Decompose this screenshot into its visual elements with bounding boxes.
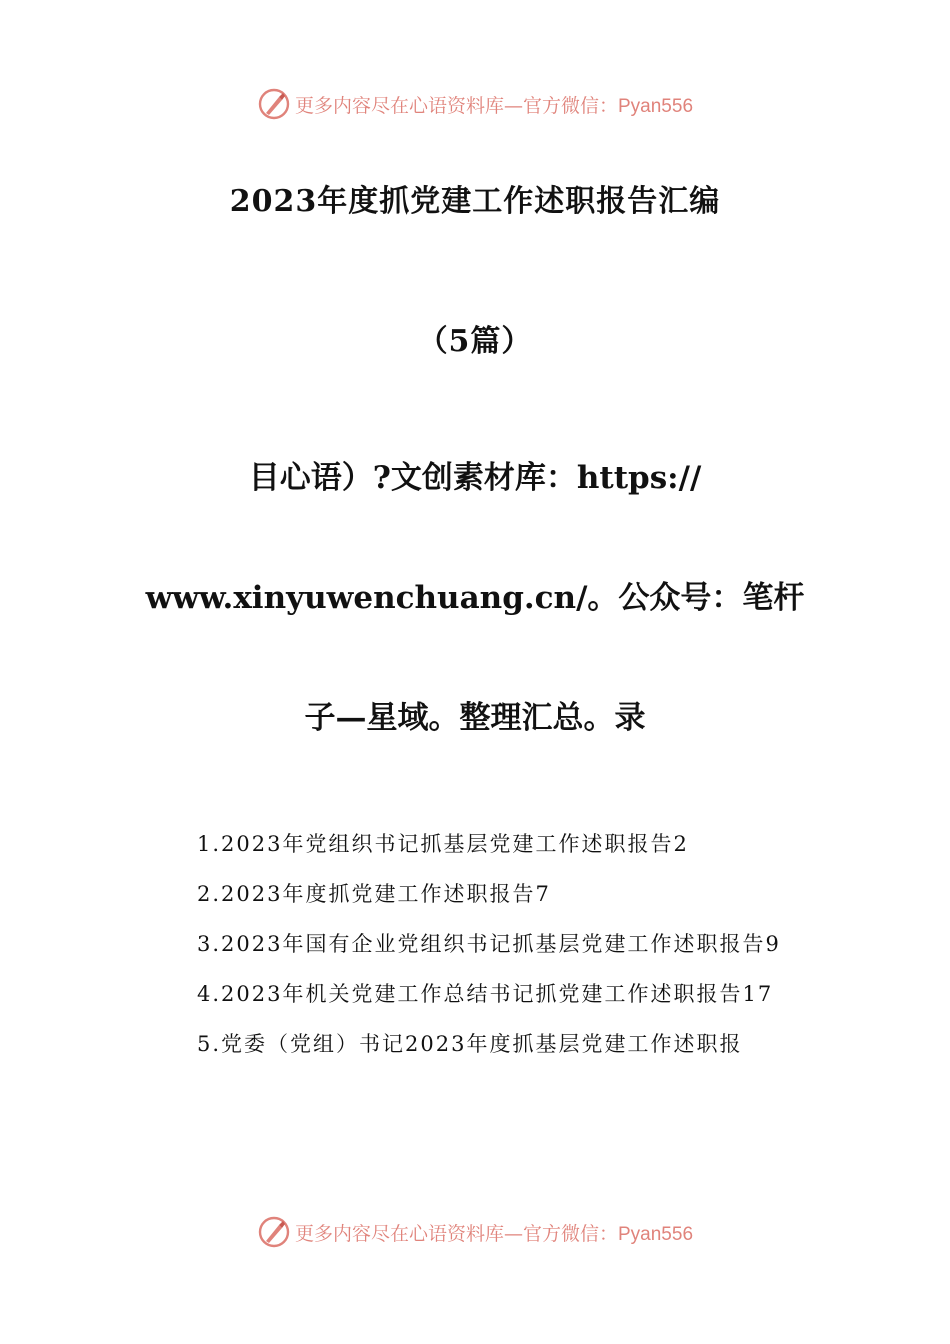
toc-item: 3.2023年国有企业党组织书记抓基层党建工作述职报告9 — [197, 932, 781, 956]
document-subtitle: （5篇） — [417, 324, 533, 359]
toc-item: 5.党委（党组）书记2023年度抓基层党建工作述职报 — [197, 1032, 743, 1056]
toc-item: 1.2023年党组织书记抓基层党建工作述职报告2 — [197, 832, 689, 856]
watermark-text: 更多内容尽在心语资料库—官方微信：Pyan556 — [294, 1222, 694, 1245]
document-title: 2023年度抓党建工作述职报告汇编 — [229, 184, 721, 219]
header-watermark — [0, 84, 950, 124]
watermark-text: 更多内容尽在心语资料库—官方微信：Pyan556 — [294, 94, 694, 117]
footer-watermark — [0, 1212, 950, 1252]
table-of-contents — [145, 819, 810, 1069]
source-line-3: 子—星域。整理汇总。录 — [304, 700, 646, 736]
toc-item: 2.2023年度抓党建工作述职报告7 — [197, 882, 551, 906]
pen-logo-icon — [257, 1215, 291, 1249]
source-line-1: 目心语）?文创素材库：https:// — [248, 460, 702, 496]
pen-logo-icon — [257, 87, 291, 121]
toc-item: 4.2023年机关党建工作总结书记抓党建工作述职报告17 — [197, 982, 774, 1006]
source-line-2: www.xinyuwenchuang.cn/。公众号：笔杆 — [145, 580, 805, 616]
